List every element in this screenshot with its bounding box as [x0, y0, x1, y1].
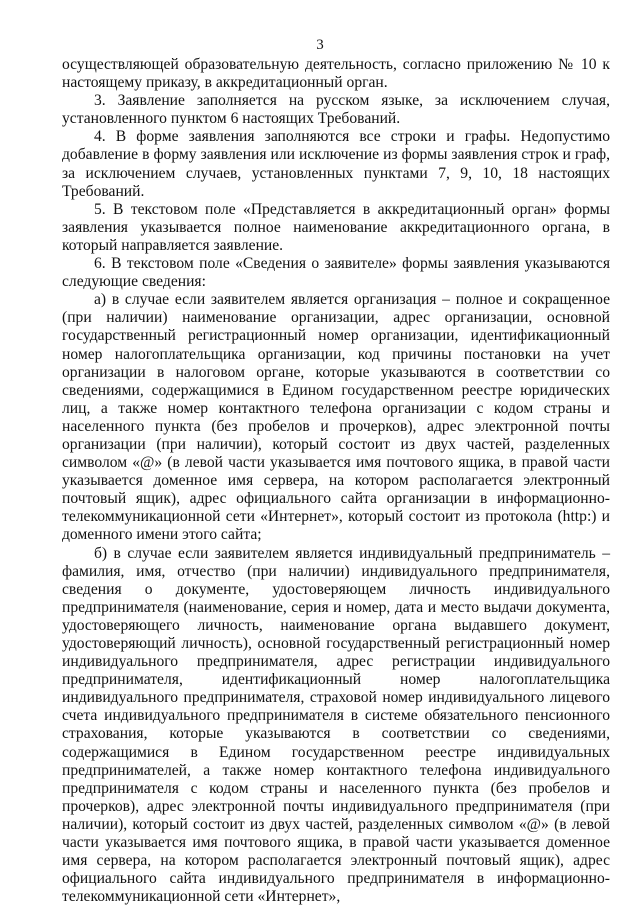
paragraph-item-3: 3. Заявление заполняется на русском языке, за исключением случая, установленного пунктом 6 настоящих Требований.: [62, 92, 610, 128]
page-number: 3: [316, 37, 324, 53]
paragraph-continuation: осуществляющей образовательную деятельность, согласно приложению № 10 к настоящему приказу, в аккредитационный орган.: [62, 56, 610, 92]
paragraph-subitem-b: б) в случае если заявителем является индивидуальный предприниматель – фамилия, имя, отчество (при наличии) индивидуального предпринимателя, сведения о документе, удостоверяющем личность индивидуального предпринимателя (наименование, серия и номер, дата и место выдачи документа, удостоверяющего личность, наименование органа выдавшего документ, удостоверяющий личность), основной государственный регистрационный номер индивидуального предпринимателя, адрес регистрации индивидуального предпринимателя, идентификационный номер налогоплательщика индивидуального предпринимателя, страховой номер индивидуального лицевого счета индивидуального предпринимателя в системе обязательного пенсионного страхования, которые указываются в соответствии со сведениями, содержащимися в Едином государственном реестре индивидуальных предпринимателей, а также номер контактного телефона индивидуального предпринимателя с кодом страны и населенного пункта (без пробелов и прочерков), адрес электронной почты индивидуального предпринимателя (при наличии), который состоит из двух частей, разделенных символом «@» (в левой части указывается имя почтового ящика, в правой части указывается доменное имя сервера, на котором располагается электронный почтовый ящик), адрес официального сайта индивидуального предпринимателя в информационно-телекоммуникационной сети «Интернет»,: [62, 544, 610, 906]
paragraph-item-5: 5. В текстовом поле «Представляется в аккредитационный орган» формы заявления указывается полное наименование аккредитационного органа, в который направляется заявление.: [62, 200, 610, 254]
paragraph-item-4: 4. В форме заявления заполняются все строки и графы. Недопустимо добавление в форму заявления или исключение из формы заявления строк и граф, за исключением случаев, установленных пунктами 7, 9, 10, 18 настоящих Требований.: [62, 128, 610, 200]
paragraph-item-6: 6. В текстовом поле «Сведения о заявителе» формы заявления указываются следующие сведения:: [62, 255, 610, 291]
paragraph-subitem-a: а) в случае если заявителем является организация – полное и сокращенное (при наличии) наименование организации, адрес организации, основной государственный регистрационный номер организации, идентификационный номер налогоплательщика организации, код причины постановки на учет организации в налоговом органе, которые указываются в соответствии со сведениями, содержащимися в Едином государственном реестре юридических лиц, а также номер контактного телефона организации с кодом страны и населенного пункта (без пробелов и прочерков), адрес электронной почты организации (при наличии), который состоит из двух частей, разделенных символом «@» (в левой части указывается имя почтового ящика, в правой части указывается доменное имя сервера, на котором располагается электронный почтовый ящик), адрес официального сайта организации в информационно-телекоммуникационной сети «Интернет», который состоит из протокола (http:) и доменного имени этого сайта;: [62, 291, 610, 544]
document-body: [62, 56, 610, 906]
